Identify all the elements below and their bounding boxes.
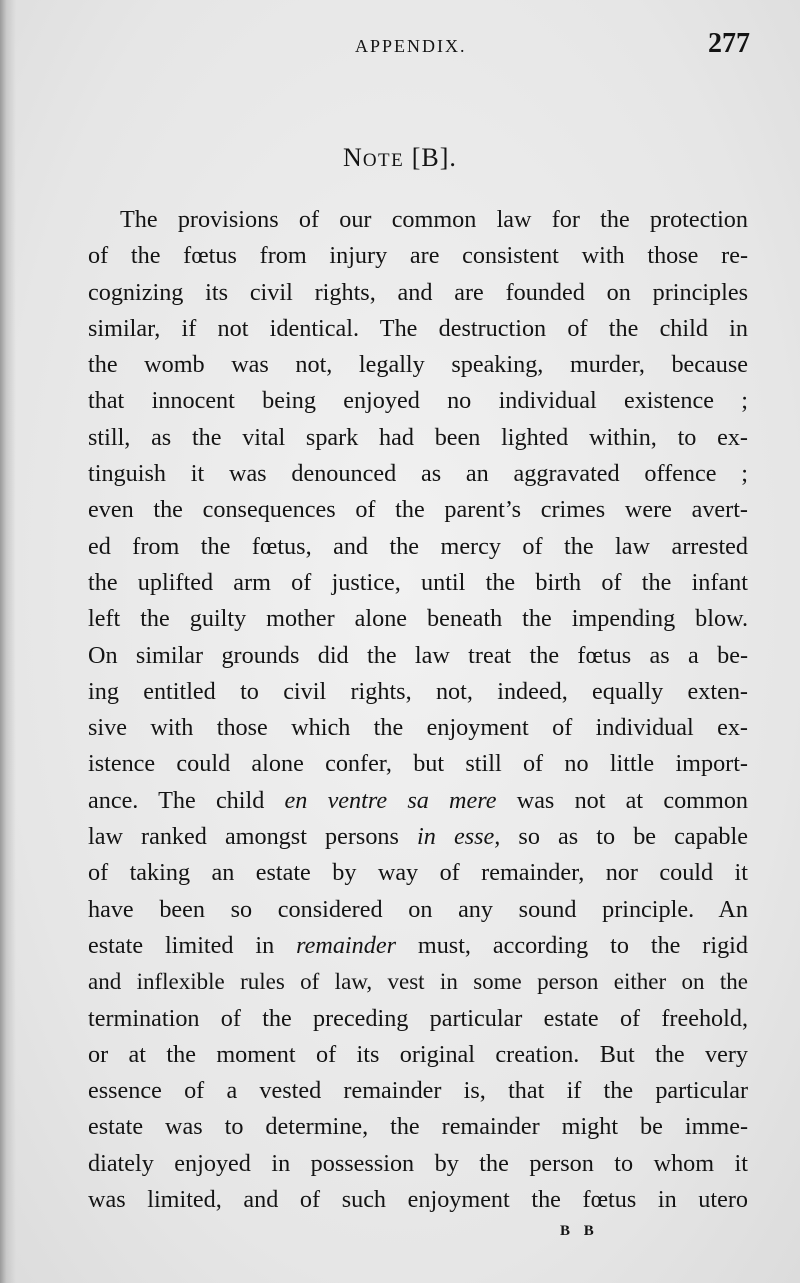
note-heading-initial: N (343, 143, 363, 172)
text-line: law ranked amongst persons in esse, so as to be capable (88, 823, 748, 851)
text-line: or at the moment of its original creation. But the very (88, 1040, 748, 1068)
text-line: estate was to determine, the remainder might be imme- (88, 1113, 748, 1141)
text-line: termination of the preceding particular estate of freehold, (88, 1004, 748, 1032)
page-header (90, 28, 750, 68)
text-line: left the guilty mother alone beneath the impending blow. (88, 605, 748, 633)
text-line: ed from the fœtus, and the mercy of the law arrested (88, 532, 748, 560)
text-line: of taking an estate by way of remainder, nor could it (88, 859, 748, 887)
text-line: have been so considered on any sound principle. An (88, 895, 748, 923)
text-line: was limited, and of such enjoyment the fœtus in utero (88, 1186, 748, 1214)
text-line: even the consequences of the parent’s crimes were avert- (88, 496, 748, 524)
note-heading-smallcaps: OTE (362, 150, 405, 171)
running-head: APPENDIX. (355, 36, 467, 56)
text-line: essence of a vested remainder is, that if the particular (88, 1077, 748, 1105)
body-text (88, 202, 748, 1218)
text-line: sive with those which the enjoyment of individual ex- (88, 714, 748, 742)
text-line: cognizing its civil rights, and are founded on principles (88, 278, 748, 306)
text-line: ance. The child en ventre sa mere was not at common (88, 786, 749, 814)
text-line: istence could alone confer, but still of no little import- (88, 750, 748, 778)
note-heading-label: [B]. (411, 143, 457, 172)
text-line: tinguish it was denounced as an aggravated offence ; (88, 460, 748, 488)
text-line: diately enjoyed in possession by the person to whom it (88, 1149, 748, 1177)
text-line: and inflexible rules of law, vest in some person either on the (88, 969, 748, 995)
text-line: of the fœtus from injury are consistent with those re- (88, 242, 748, 270)
text-line: still, as the vital spark had been lighted within, to ex- (88, 423, 748, 451)
text-line: estate limited in remainder must, according to the rigid (88, 931, 748, 959)
signature-mark: B B (560, 1223, 599, 1239)
text-line: the womb was not, legally speaking, murder, because (88, 351, 748, 379)
page-gutter-shadow (0, 0, 16, 1283)
text-line: The provisions of our common law for the protection (120, 206, 748, 233)
text-line: similar, if not identical. The destruction of the child in (88, 314, 748, 342)
text-line: that innocent being enjoyed no individual existence ; (88, 387, 748, 415)
note-heading (0, 143, 800, 173)
text-line: On similar grounds did the law treat the fœtus as a be- (88, 641, 748, 669)
text-line: ing entitled to civil rights, not, indeed, equally exten- (88, 677, 748, 705)
page-number: 277 (708, 28, 750, 59)
text-line: the uplifted arm of justice, until the birth of the infant (88, 568, 748, 596)
